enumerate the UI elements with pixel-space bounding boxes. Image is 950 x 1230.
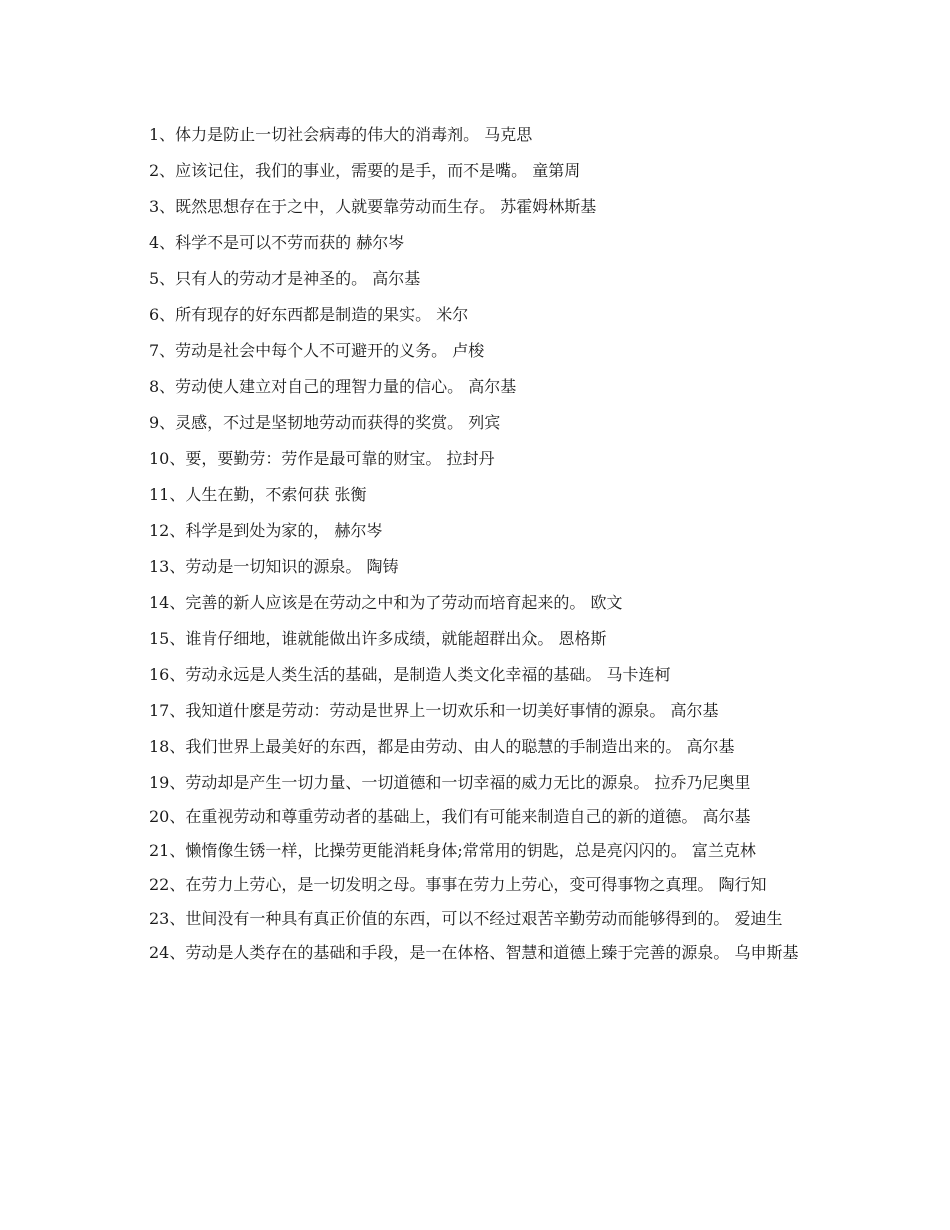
quote-item: 21、懒惰像生锈一样，比操劳更能消耗身体;常常用的钥匙，总是亮闪闪的。 富兰克林 bbox=[149, 841, 756, 860]
quote-item: 22、在劳力上劳心，是一切发明之母。事事在劳力上劳心，变可得事物之真理。 陶行知 bbox=[149, 875, 767, 894]
quote-item: 10、要，要勤劳：劳作是最可靠的财宝。 拉封丹 bbox=[149, 449, 495, 468]
quote-item: 24、劳动是人类存在的基础和手段，是一在体格、智慧和道德上臻于完善的源泉。 乌申斯基 bbox=[149, 943, 799, 962]
quote-item: 6、所有现存的好东西都是制造的果实。 米尔 bbox=[149, 305, 469, 324]
quote-item: 23、世间没有一种具有真正价值的东西，可以不经过艰苦辛勤劳动而能够得到的。 爱迪生 bbox=[149, 909, 783, 928]
quote-item: 8、劳动使人建立对自己的理智力量的信心。 高尔基 bbox=[149, 377, 517, 396]
quote-item: 4、科学不是可以不劳而获的 赫尔岑 bbox=[149, 233, 405, 252]
quote-item: 11、人生在勤，不索何获 张衡 bbox=[149, 485, 367, 504]
quote-item: 14、完善的新人应该是在劳动之中和为了劳动而培育起来的。 欧文 bbox=[149, 593, 623, 612]
quote-item: 20、在重视劳动和尊重劳动者的基础上，我们有可能来制造自己的新的道德。 高尔基 bbox=[149, 807, 751, 826]
quote-item: 2、应该记住，我们的事业，需要的是手，而不是嘴。 童第周 bbox=[149, 161, 581, 180]
quote-item: 12、科学是到处为家的， 赫尔岑 bbox=[149, 521, 383, 540]
quote-item: 1、体力是防止一切社会病毒的伟大的消毒剂。 马克思 bbox=[149, 125, 533, 144]
quote-item: 15、谁肯仔细地，谁就能做出许多成绩，就能超群出众。 恩格斯 bbox=[149, 629, 607, 648]
quote-item: 19、劳动却是产生一切力量、一切道德和一切幸福的威力无比的源泉。 拉乔乃尼奥里 bbox=[149, 773, 751, 792]
quote-item: 18、我们世界上最美好的东西，都是由劳动、由人的聪慧的手制造出来的。 高尔基 bbox=[149, 737, 735, 756]
quote-item: 5、只有人的劳动才是神圣的。 高尔基 bbox=[149, 269, 421, 288]
quote-list bbox=[113, 124, 831, 976]
quote-item: 9、灵感，不过是坚韧地劳动而获得的奖赏。 列宾 bbox=[149, 413, 501, 432]
quote-item: 7、劳动是社会中每个人不可避开的义务。 卢梭 bbox=[149, 341, 485, 360]
quote-item: 16、劳动永远是人类生活的基础，是制造人类文化幸福的基础。 马卡连柯 bbox=[149, 665, 671, 684]
quote-item: 17、我知道什麽是劳动：劳动是世界上一切欢乐和一切美好事情的源泉。 高尔基 bbox=[149, 701, 719, 720]
quote-item: 13、劳动是一切知识的源泉。 陶铸 bbox=[149, 557, 399, 576]
quote-item: 3、既然思想存在于之中，人就要靠劳动而生存。 苏霍姆林斯基 bbox=[149, 197, 597, 216]
